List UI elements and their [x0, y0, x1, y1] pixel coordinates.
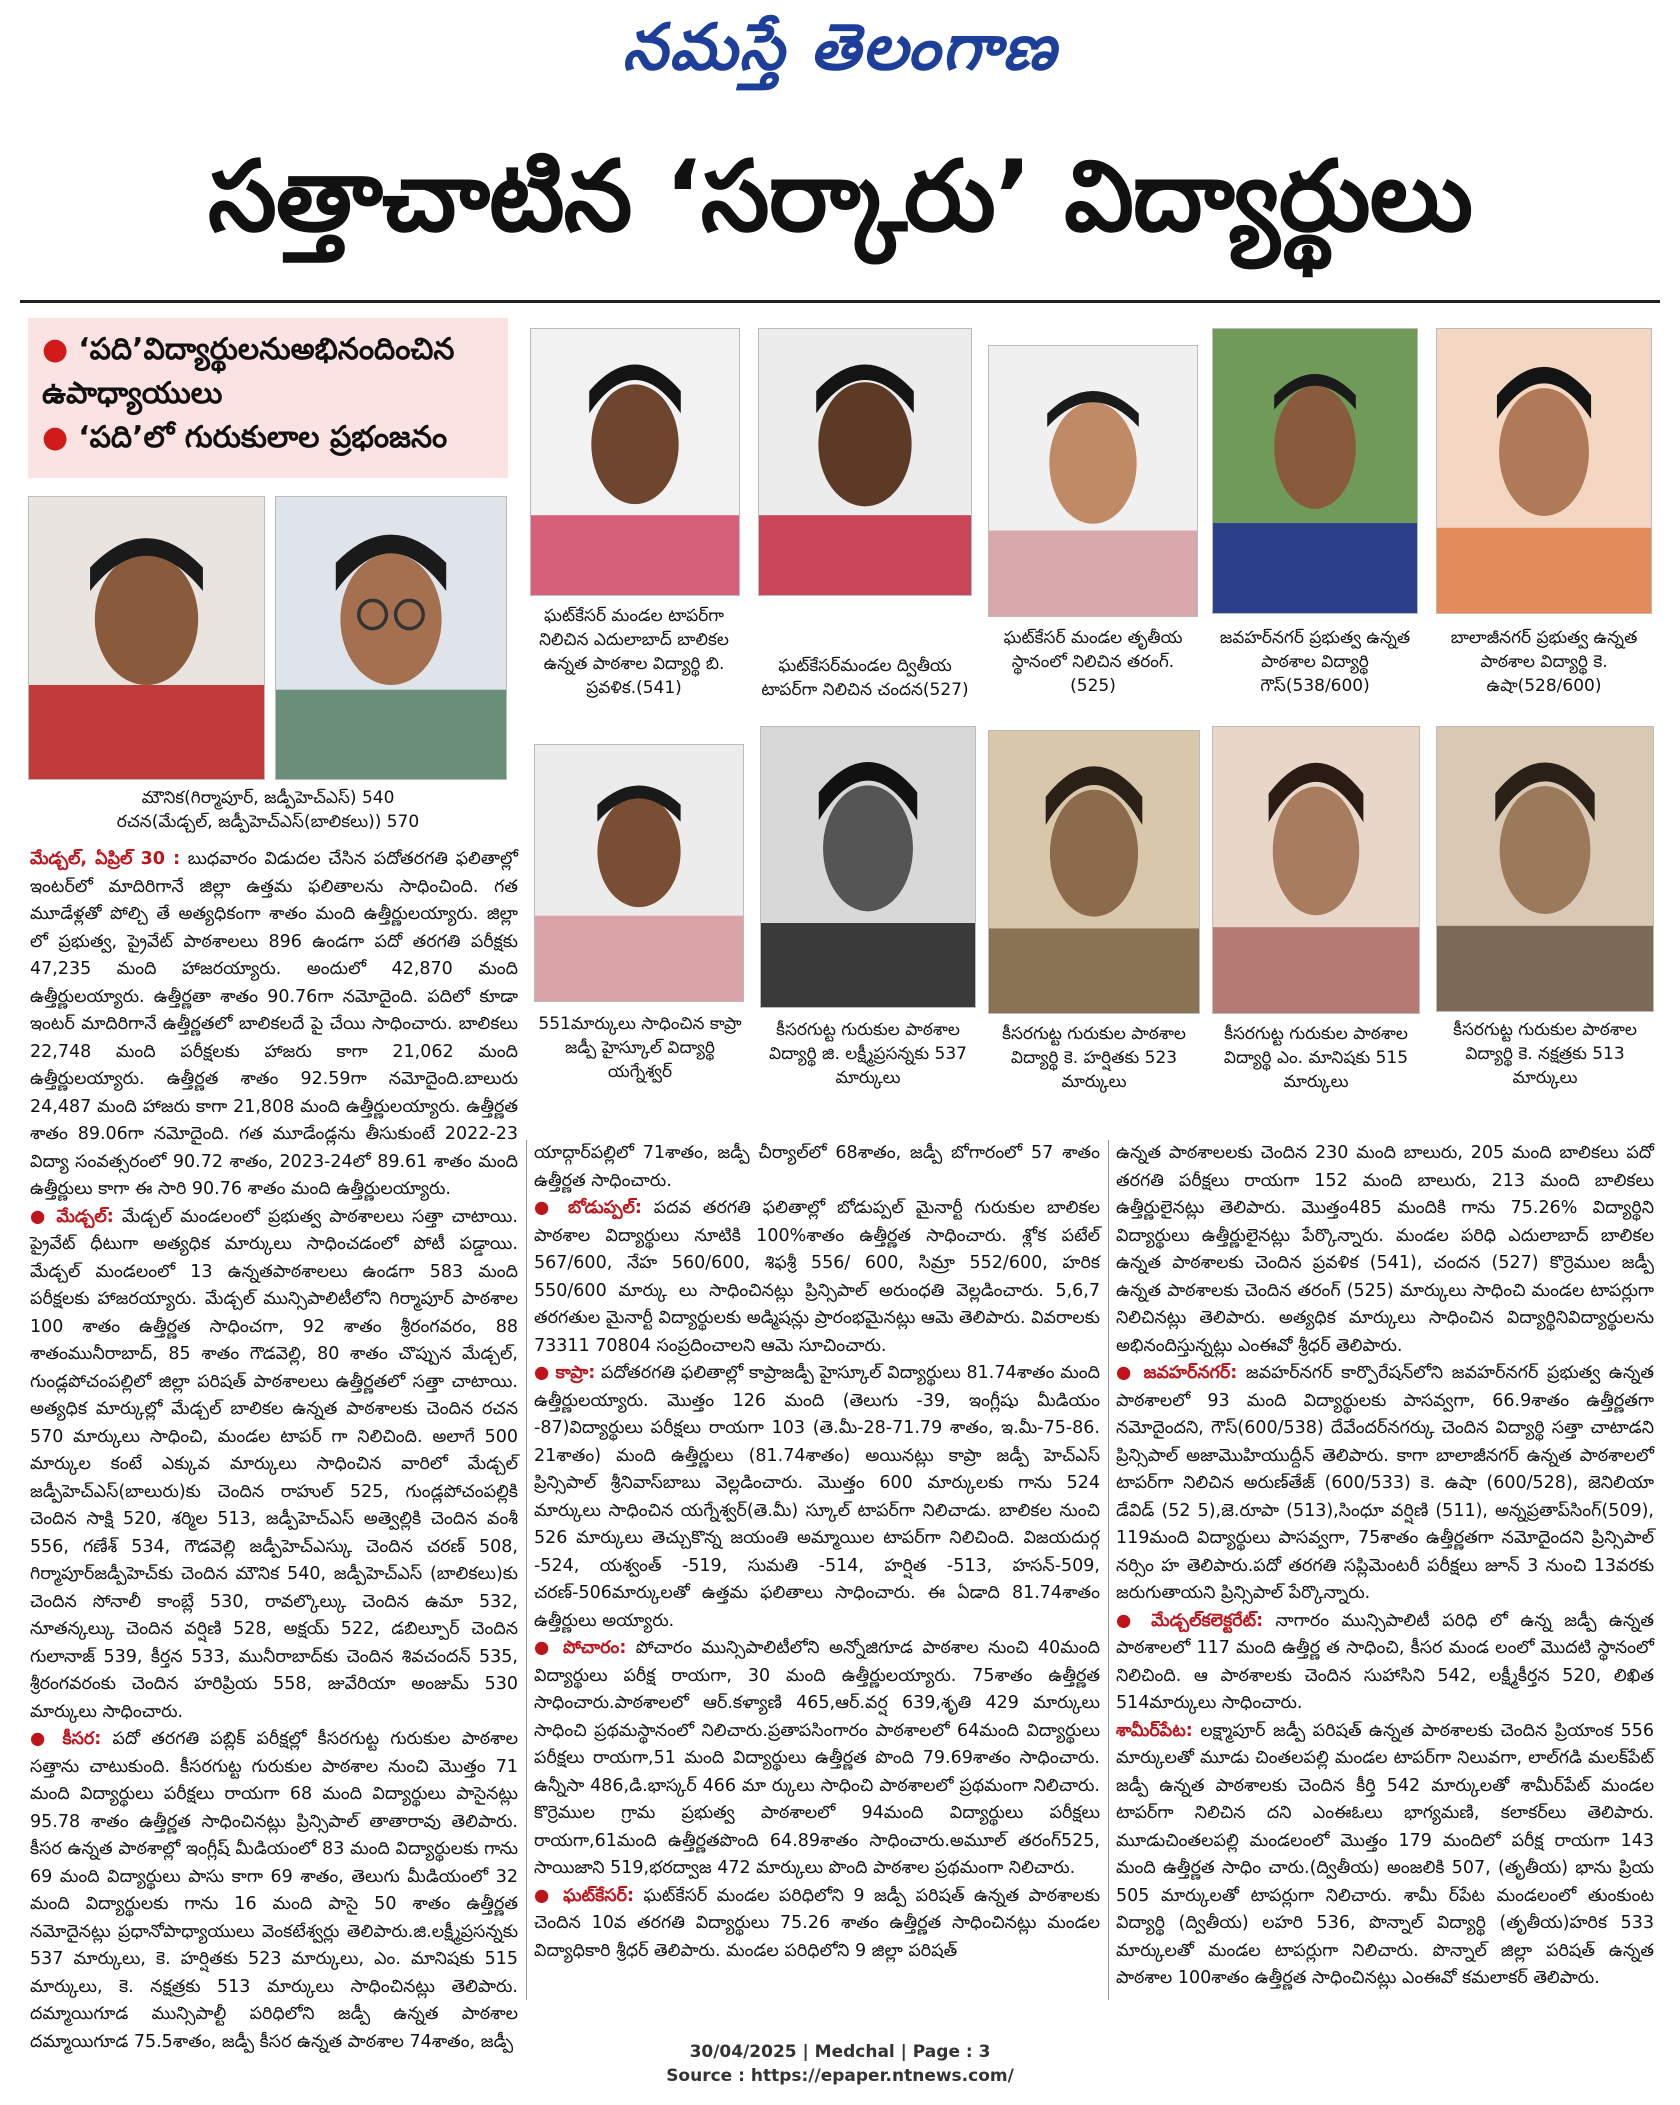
- left-photos-caption: [28, 786, 508, 834]
- photo-caption: కీసరగుట్ట గురుకుల పాఠశాల విద్యార్థి ఎం. మానిషకు 515 మార్కులు: [1223, 1024, 1409, 1092]
- student-photo-tarang: [988, 345, 1198, 617]
- column-divider: [1108, 1140, 1109, 2000]
- photo-caption: ఘట్‌కేసర్ మండల తృతీయ స్థానంలో నిలిచిన తరంగ్.(525): [1003, 628, 1183, 696]
- footer-source-link[interactable]: Source : https://epaper.ntnews.com/: [666, 2066, 1014, 2086]
- student-photo-manisha: [1212, 726, 1420, 1014]
- article-paragraph: మేడ్చల్, ఏప్రిల్ 30 : బుధవారం విడుదల చేసిన పదోతరగతి ఫలితాల్లో ఇంటర్‌లో మాదిరిగానే జిల్లా ఉత్తమ ఫలితాలను సాధించింది. గత మూడేళ్లతో పోల్చి తే అత్యధికంగా శాతం మంది ఉత్తీర్ణులయ్యారు. జిల్లా లో ప్రభుత్వ, ప్రైవేట్ పాఠశాలలు 896 ఉండగా పదో తరగతి పరీక్షకు 47,235 మంది హాజరయ్యారు. అందులో 42,870 మంది ఉత్తీర్ణులయ్యారు. ఉత్తీర్ణతా శాతం 90.76గా నమోదైంది. పదిలో కూడా ఇంటర్ మాదిరిగానే ఉత్తీర్ణతలో బాలికలదే పై చేయి సాధించారు. బాలికలు 22,748 మంది పరీక్షలకు హాజరు కాగా 21,062 మంది ఉత్తీర్ణులయ్యారు. ఉత్తీర్ణత శాతం 92.59గా నమోదైంది.బాలురు 24,487 మంది హాజరు కాగా 21,808 మంది ఉత్తీర్ణులయ్యారు. ఉత్తీర్ణత శాతం 89.06గా నమోదైంది. గత మూడేండ్లను తీసుకుంటే 2022-23 విద్యా సంవత్సరంలో 90.72 శాతం, 2023-24లో 89.61 శాతం మంది ఉత్తీర్ణులు కాగా ఈ సారి 90.76 శాతం మంది ఉత్తీర్ణులయ్యారు.: [30, 849, 519, 1199]
- highlight-item: ● ‘పది’లో గురుకులాల ప్రభంజనం: [42, 420, 448, 455]
- headline: సత్తాచాటిన ‘సర్కారు’ విద్యార్థులు: [208, 140, 1472, 254]
- article-paragraph: ● కాప్రా: పదోతరగతి ఫలితాల్లో కాప్రాజడ్పీ హైస్కూల్ విద్యార్థులు 81.74శాతం మంది ఉత్తీర్ణులయ్యారు. మొత్తం 126 మంది (తెలుగు -39, ఇంగ్లీషు మీడియం -87)విద్యార్థులు పరీక్షలు రాయగా 103 (తె.మీ-28-71.79 శాతం, ఇ.మీ-75-86. 21శాతం) మంది ఉత్తీర్ణులు (81.74శాతం) అయినట్లు కాప్రా జడ్పీ హెచ్ఎస్ ప్రిన్సిపాల్ శ్రీనివాస్‌బాబు వెల్లడించారు. మొత్తం 600 మార్కులకు గాను 524 మార్కులు సాధించిన యగ్నేశ్వర్(తె.మీ) స్కూల్ టాపర్‌గా నిలిచాడు. బాలికల నుంచి 526 మార్కులు తెచ్చుకొన్న జయంతి అమ్మాయిల టాపర్‌గా నిలిచింది. విజయదుర్గ -524, యశ్వంత్ -519, సుమతి -514, హర్షిత -513, హసన్-509, చరణ్-506మార్కులతో ఉత్తమ ఫలితాలు సాధించారు. ఈ ఏడాది 81.74శాతం ఉత్తీర్ణులు అయ్యారు.: [534, 1363, 1100, 1631]
- student-photo-usha: [1436, 328, 1652, 614]
- photo-caption: కీసరగుట్ట గురుకుల పాఠశాల విద్యార్థి జి. లక్ష్మీప్రసన్నకు 537 మార్కులు: [769, 1020, 967, 1088]
- student-photo-harshitha: [988, 730, 1200, 1014]
- article-paragraph: ● బోడుప్పల్: పదవ తరగతి ఫలితాల్లో బోడుప్పల్ మైనార్టీ గురుకుల బాలికల పాఠశాల విద్యార్థులు నూటికి 100%శాతం ఉత్తీర్ణత సాధించారు. శ్లోక పటేల్ 567/600, నేహ 560/600, శిఫశ్రీ 556/ 600, సిమ్రా 552/600, హరిక 550/600 మార్కు లు సాధించినట్లు ప్రిన్సిపాల్ అరుంధతి వెల్లడించారు. 5,6,7 తరగతుల మైనార్టీ విద్యార్థులకు అడ్మిషన్లు ప్రారంభమైనట్లు ఆమె తెలిపారు. వివరాలకు 73311 70804 సంప్రదించాలని ఆమె సూచించారు.: [534, 1198, 1100, 1356]
- photo-caption: బాలాజీనగర్ ప్రభుత్వ ఉన్నత పాఠశాల విద్యార్థి కె. ఉషా(528/600): [1450, 628, 1638, 696]
- photo-caption: జవహర్‌నగర్ ప్రభుత్వ ఉన్నత పాఠశాల విద్యార్థి గౌస్(538/600): [1219, 628, 1411, 696]
- article-paragraph: ● పోచారం: పోచారం మున్సిపాలిటీలోని అన్నోజిగూడ పాఠశాల నుంచి 40మంది విద్యార్థులు పరీక్ష రాయగా, 30 మంది ఉత్తీర్ణులయ్యారు. 75శాతం ఉత్తీర్ణత సాధించారు.పాఠశాలలో ఆర్.కళ్యాణి 465,ఆర్.వర్ష 639,శృతి 429 మార్కులు సాధించి ప్రథమస్థానంలో నిలిచారు.ప్రతాపసింగారం పాఠశాలలో 64మంది విద్యార్థులు పరీక్షలు రాయగా,51 మంది విద్యార్థులు ఉత్తీర్ణత పొంది 79.69శాతం సాధించారు. ఉన్నీసా 486,డి.భాస్కర్ 466 మా ర్కులు సాధించి పాఠశాలలో ప్రథమంగా నిలిచారు. కొర్రెముల గ్రామ ప్రభుత్వ పాఠశాలలో 94మంది విద్యార్థులు పరీక్షలు రాయగా,61మంది ఉత్తీర్ణతపొంది 64.89శాతం సాధించారు.అమూల్ తరంగ్525, సాయిజాని 519,భరద్వాజ 472 మార్కులు పొంది పాఠశాల ప్రథమంగా నిలిచారు.: [534, 1638, 1100, 1878]
- article-column-3: [1116, 1140, 1654, 2002]
- footer-date-page: 30/04/2025 | Medchal | Page : 3: [689, 2042, 991, 2062]
- highlight-item: ● ‘పది’విద్యార్థులనుఅభినందించిన ఉపాధ్యాయులు: [42, 332, 455, 411]
- column-divider: [526, 1140, 527, 2000]
- article-paragraph: యాద్గార్‌పల్లిలో 71శాతం, జడ్పీ చీర్యాల్‌లో 68శాతం, జడ్పీ బోగారంలో 57 శాతం ఉత్తీర్ణత సాధించారు.: [534, 1143, 1100, 1191]
- student-photo-rachana: [275, 496, 507, 780]
- article-paragraph: ● కీసర: పదో తరగతి పబ్లిక్ పరీక్షల్లో కీసరగుట్ట గురుకుల పాఠశాల సత్తాను చాటుకుంది. కీసరగుట్ట గురుకుల పాఠశాల నుంచి మొత్తం 71 మంది విద్యార్థులు పరీక్షలు రాయగా 68 మంది విద్యార్థులు పాసైనట్లు 95.78 శాతం ఉత్తీర్ణత సాధించినట్లు ప్రిన్సిపాల్ తాతారావు తెలిపారు. కీసర ఉన్నత పాఠశాల్లో ఇంగ్లీష్ మీడియంలో 83 మంది విద్యార్థులకు గాను 69 మంది విద్యార్థులు పాసు కాగా 69 శాతం, తెలుగు మీడియంలో 32 మంది విద్యార్థులకు గాను 16 మంది పాసై 50 శాతం ఉత్తీర్ణత నమోదైనట్లు ప్రధానోపాధ్యాయులు వెంకటేశ్వర్లు తెలిపారు.జి.లక్ష్మీప్రసన్నకు 537 మార్కులు, కె. హర్షితకు 523 మార్కులు, ఎం. మానిషకు 515 మార్కులు, కె. నక్షత్రకు 513 మార్కులు సాధించినట్లు తెలిపారు. దమ్మాయిగూడ మున్సిపాల్టీ పరిధిలోని జడ్పీ ఉన్నత పాఠశాల దమ్మాయిగూడ 75.5శాతం, జడ్పీ కీసర ఉన్నత పాఠశాల 74శాతం, జడ్పీ: [30, 1729, 518, 2052]
- article-paragraph: ● ఘట్‌కేసర్: ఘట్‌కేసర్ మండల పరిధిలోని 9 జడ్పీ పరిషత్ ఉన్నత పాఠశాలకు చెందిన 10వ తరగతి విద్యార్థులు 75.26 శాతం ఉత్తీర్ణత సాధించినట్లు మండల విద్యాధికారి శ్రీధర్ తెలిపారు. మండల పరిధిలోని 9 జిల్లా పరిషత్: [534, 1885, 1100, 1961]
- photo-caption: ఘట్‌కేసర్ మండల టాపర్‌గా నిలిచిన ఎదులాబాద్ బాలికల ఉన్నత పాఠశాల విద్యార్థి బి. ప్రవళిక.(541): [539, 606, 729, 698]
- photo-caption: కీసరగుట్ట గురుకుల పాఠశాల విద్యార్థి కె. హర్షితకు 523 మార్కులు: [1002, 1024, 1186, 1092]
- article-paragraph: ● మేడ్చల్: మేడ్చల్ మండలంలో ప్రభుత్వ పాఠశాలలు సత్తా చాటాయి. ప్రైవేట్ ధీటుగా అత్యధిక మార్కులు సాధించడంలో పోటీ పడ్డాయి. మేడ్చల్ మండలంలో 13 ఉన్నతపాఠశాలలు ఉండగా 583 మంది పరీక్షలకు హాజరయ్యారు. మేడ్చల్ మున్సిపాలిటీలోని గిర్మాపూర్ పాఠశాల 100 శాతం ఉత్తీర్ణత సాధించగా, 92 శాతం శ్రీరంగవరం, 88 శాతంమునీరాబాద్, 85 శాతం గౌడవెల్లి, 80 శాతం చొప్పున మేడ్చల్, గుండ్లపోచంపల్లిలో జిల్లా పరిషత్ పాఠశాలలు ఉత్తీర్ణతలో సత్తా చాటాయి. అత్యధిక మార్కుల్లో మేడ్చల్ బాలికల ఉన్నత పాఠశాలకు చెందిన రచన 570 మార్కులు సాధించి, మండల టాపర్ గా నిలిచింది. అలాగే 500 మార్కుల కంటే ఎక్కువ మార్కులు సాధించిన వారిలో మేడ్చల్ జడ్పీహెచ్ఎస్(బాలురు)కు చెందిన రాహుల్ 525, గుండ్లపోచంపల్లికి చెందిన సాక్షి 520, శర్మిల 513, జడ్పీహెచ్ఎస్ అత్వెల్లికి చెందిన వంశీ 556, గణేశ్ 534, గౌడవెల్లి జడ్పీహెచ్ఎస్కు చెందిన చరణ్ 508, గిర్మాపూర్‌జడ్పీహెచ్‌కు చెందిన మౌనిక 540, జడ్పీహెచ్ఎస్ (బాలికలు)కు చెందిన సోనాలీ కాంబ్లే 530, రావల్కొల్కు చెందిన ఉమా 532, నూతన్కల్కు చెందిన వర్షిణి 528, అక్షయ్ 522, డబిల్పూర్ చెందిన గులానాజ్ 539, కీర్తన 533, మునీరాబాద్‌కు చెందిన శివచందన్ 535, శ్రీరంగవరంకు చెందిన హరిప్రియ 558, జువేరియా అంజుమ్ 530 మార్కులు సాధించారు.: [30, 1206, 518, 1722]
- article-column-2: [534, 1140, 1100, 2002]
- headline-divider: [20, 300, 1660, 303]
- student-photo-gaus: [1212, 328, 1418, 614]
- student-photo-nakshatra: [1436, 726, 1654, 1012]
- caption-line: మౌనిక(గిర్మాపూర్, జడ్పీహెచ్ఎస్) 540: [141, 788, 395, 808]
- article-column-1: [30, 846, 519, 2052]
- page-footer: [0, 2040, 1680, 2088]
- student-photo-lakshmi-prasanna: [760, 726, 976, 1008]
- student-photo-yagneshwar: [534, 744, 744, 1002]
- student-photo-chandana: [758, 328, 972, 596]
- photo-caption: 551మార్కులు సాధించిన కాప్రా జడ్పీ హైస్కూల్ విద్యార్థి యగ్నేశ్వర్: [538, 1014, 742, 1082]
- article-paragraph: ఉన్నత పాఠశాలలకు చెందిన 230 మంది బాలురు, 205 మంది బాలికలు పదో తరగతి పరీక్షలు రాయగా 152 మంది బాలురు, 213 మంది బాలికలు ఉత్తీర్ణులైనట్లు తెలిపారు. మొత్తం485 మందికి గాను 75.26% విద్యార్థిని విద్యార్థులు ఉత్తీర్ణులైనట్లు పేర్కొన్నారు. మండల పరిధి ఎదులాబాద్ బాలికల ఉన్నత పాఠశాలకు చెందిన ప్రవళిక (541), చందన (527) కొర్రెముల జడ్పీ ఉన్నత పాఠశాలకు చెందిన తరంగ్ (525) మార్కులు సాధించి మండల టాపర్లుగా నిలిచినట్లు తెలిపారు. అత్యధిక మార్కులు సాధించిన విద్యార్థినివిద్యార్థులను అభినందిస్తున్నట్లు ఎంఈవో శ్రీధర్ తెలిపారు.: [1116, 1143, 1654, 1356]
- article-paragraph: ● మేడ్చల్‌కలెక్టరేట్: నాగారం మున్సిపాలిటీ పరిధి లో ఉన్న జడ్పీ ఉన్నత పాఠశాలలో 117 మంది ఉత్తీర్ణ త సాధించి, కీసర మండ లంలో మొదటి స్థానంలో నిలిచింది. ఆ పాఠశాలకు చెందిన సుహాసిని 542, లక్ష్మీకీర్తన 520, లిఖిత 514మార్కులు సాధించారు.: [1116, 1610, 1655, 1713]
- masthead-logo: నమస్తే తెలంగాణ: [622, 10, 1058, 85]
- photo-caption: కీసరగుట్ట గురుకుల పాఠశాల విద్యార్థి కె. నక్షత్రకు 513 మార్కులు: [1453, 1020, 1637, 1088]
- photo-caption: ఘట్‌కేసర్‌మండల ద్వితీయ టాపర్‌గా నిలిచిన చందన(527): [761, 656, 969, 700]
- article-paragraph: ● జవహర్‌నగర్: జవహర్‌నగర్ కార్పొరేషన్‌లోని జవహర్‌నగర్ ప్రభుత్వ ఉన్నత పాఠశాలలో 93 మంది విద్యార్థులకు పాసవ్వగా, 66.9శాతం ఉత్తీర్ణతగా నమోదైందని, గౌస్(600/538) దేవేందర్‌నగర్కు చెందిన విద్యార్థి సత్తా చాటాడని ప్రిన్సిపాల్ అజామొహియుద్దీన్ తెలిపారు. కాగా బాలాజీనగర్ ఉన్నత పాఠశాలలో టాపర్‌గా నిలిచిన అరుణ్‌తేజ్ (600/533) కె. ఉషా (600/528), జెనిలియా డేవిడ్ (52 5),జె.రూపా (513),సింధూ వర్షిణి (511), అన్నప్రతాప్‌సింగ్(509), 119మంది విద్యార్థులు పాసవ్వగా, 75శాతం ఉత్తీర్ణతగా నమోదైందని ప్రిన్సిపాల్ నర్సిం హ తెలిపారు.పదో తరగతి సప్లిమెంటరీ పరీక్షలు జూన్ 3 నుంచి 13వరకు జరుగుతాయని ప్రిన్సిపాల్ పేర్కొన్నారు.: [1116, 1363, 1654, 1603]
- article-paragraph: శామీర్‌పేట: లక్ష్మాపూర్ జడ్పీ పరిషత్ ఉన్నత పాఠశాలకు చెందిన ప్రియాంక 556 మార్కులతో మూడు చింతలపల్లి మండల టాపర్‌గా నిలువగా, లాల్‌గడి మలక్‌పేట్ జడ్పీ ఉన్నత పాఠశాలకు చెందిన కీర్తి 542 మార్కులతో శామీర్‌పేట్ మండల టాపర్‌గా నిలిచిన దని ఎంఈఓలు భాగ్యమణి, కలాకర్‌లు తెలిపారు. మూడుచింతలపల్లి మండలంలో మొత్తం 179 మందిలో పరీక్ష రాయగా 143 మంది ఉత్తీర్ణత సాధిం చారు.(ద్వితీయ) అంజలికి 507, (తృతీయ) భాను ప్రియ 505 మార్కులతో టాపర్లుగా నిలిచారు. శామీ ర్‌పేట మండలంలో తుంకుంట విద్యార్థి (ద్వితీయ) లహరి 536, పొన్నాల్ విద్యార్థి (తృతీయ)హరిక 533 మార్కులతో మండల టాపర్లుగా నిలిచారు. పొన్నాల్ జిల్లా పరిషత్ ఉన్నత పాఠశాల 100శాతం ఉత్తీర్ణత సాధించినట్లు ఎంఈవో కమలాకర్ తెలిపారు.: [1116, 1720, 1654, 1988]
- caption-line: రచన(మేడ్చల్, జడ్పీహెచ్ఎస్(బాలికలు)) 570: [116, 812, 420, 832]
- student-photo-mounika: [28, 496, 265, 780]
- student-photo-pravalika: [530, 328, 740, 596]
- highlights-box: [28, 318, 508, 478]
